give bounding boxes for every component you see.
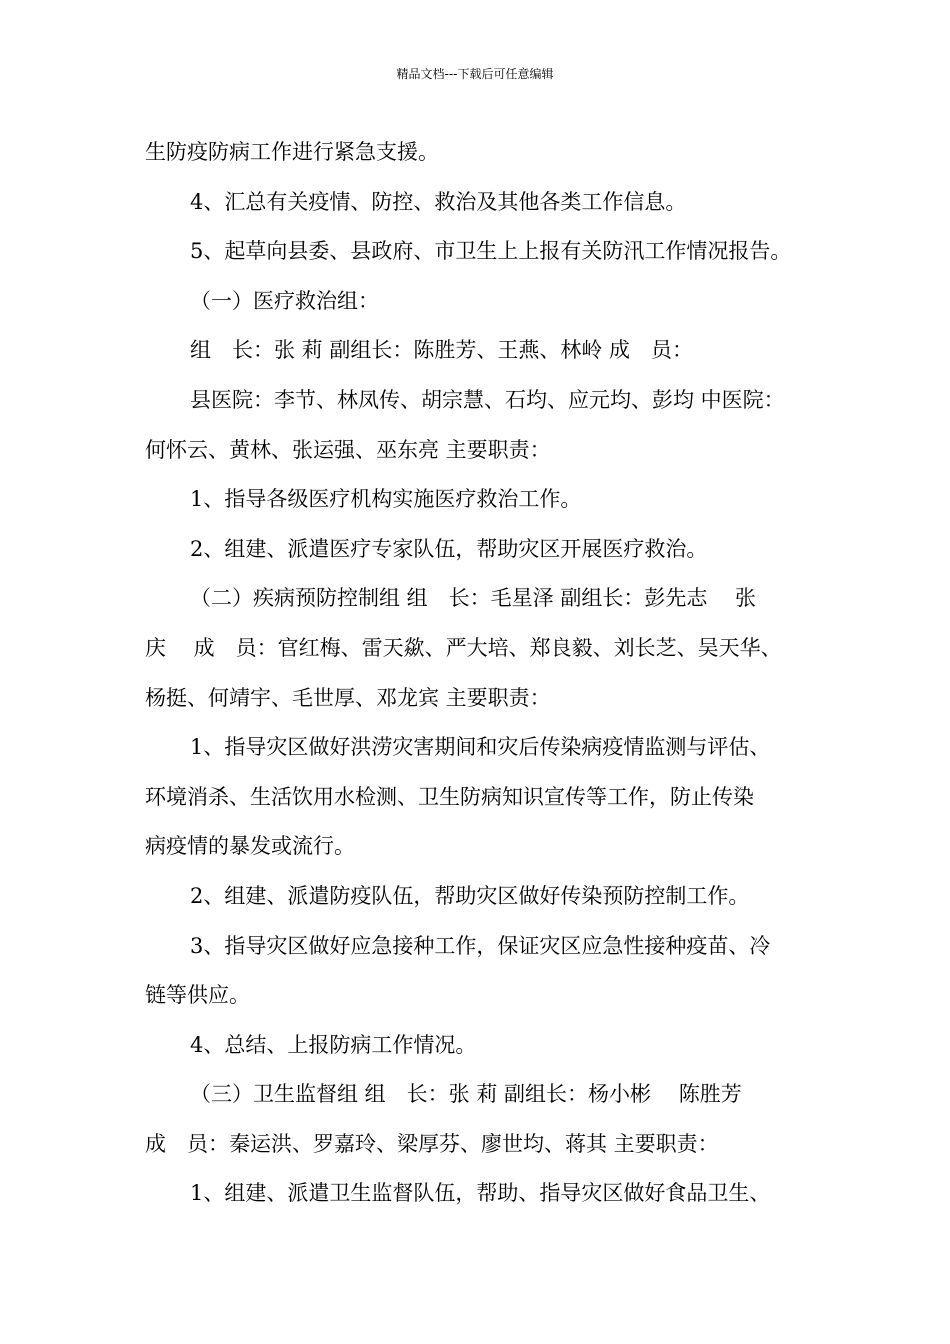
section-heading-medical-treatment: （一）医疗救治组： [190, 288, 379, 313]
text-line-3: 5、起草向县委、县政府、市卫生上上报有关防汛工作情况报告。 [190, 239, 792, 264]
text-line-9: 2、组建、派遣医疗专家队伍，帮助灾区开展医疗救治。 [190, 536, 708, 561]
text-line-13: 1、指导灾区做好洪涝灾害期间和灾后传染病疫情监测与评估、 [190, 735, 771, 760]
text-line-11: 庆 成 员：官红梅、雷天歘、严大培、郑良毅、刘长芝、吴天华、 [145, 635, 782, 660]
text-line-14: 环境消杀、生活饮用水检测、卫生防病知识宣传等工作，防止传染 [145, 784, 754, 809]
section-heading-disease-control: （二）疾病预防控制组 组 长：毛星泽 副组长：彭先志 张 [190, 586, 757, 611]
text-line-12: 杨挺、何靖宇、毛世厚、邓龙宾 主要职责： [145, 685, 551, 710]
text-line-2: 4、汇总有关疫情、防控、救治及其他各类工作信息。 [190, 189, 687, 214]
document-body [145, 128, 815, 1219]
text-line-1: 生防疫防病工作进行紧急支援。 [145, 140, 439, 164]
text-line-6: 县医院：李节、林凤传、胡宗慧、石均、应元均、彭均 中医院： [190, 387, 785, 412]
text-line-7: 何怀云、黄林、张运强、巫东亮 主要职责： [145, 437, 551, 462]
text-line-18: 链等供应。 [145, 983, 250, 1008]
text-line-15: 病疫情的暴发或流行。 [145, 834, 355, 859]
text-line-19: 4、总结、上报防病工作情况。 [190, 1032, 477, 1057]
text-line-21: 成 员：秦运洪、罗嘉玲、梁厚芬、廖世均、蒋其 主要职责： [145, 1131, 719, 1156]
page-header: 精品文档---下载后可任意编辑 [396, 67, 554, 81]
section-heading-health-supervision: （三）卫生监督组 组 长：张 莉 副组长：杨小彬 陈胜芳 [190, 1082, 742, 1107]
text-line-8: 1、指导各级医疗机构实施医疗救治工作。 [190, 487, 582, 512]
text-line-17: 3、指导灾区做好应急接种工作，保证灾区应急性接种疫苗、冷 [190, 933, 771, 958]
text-line-16: 2、组建、派遣防疫队伍，帮助灾区做好传染预防控制工作。 [190, 883, 750, 908]
text-line-5: 组 长：张 莉 副组长：陈胜芳、王燕、林岭 成 员： [190, 338, 694, 363]
text-line-22: 1、组建、派遣卫生监督队伍，帮助、指导灾区做好食品卫生、 [190, 1181, 771, 1206]
